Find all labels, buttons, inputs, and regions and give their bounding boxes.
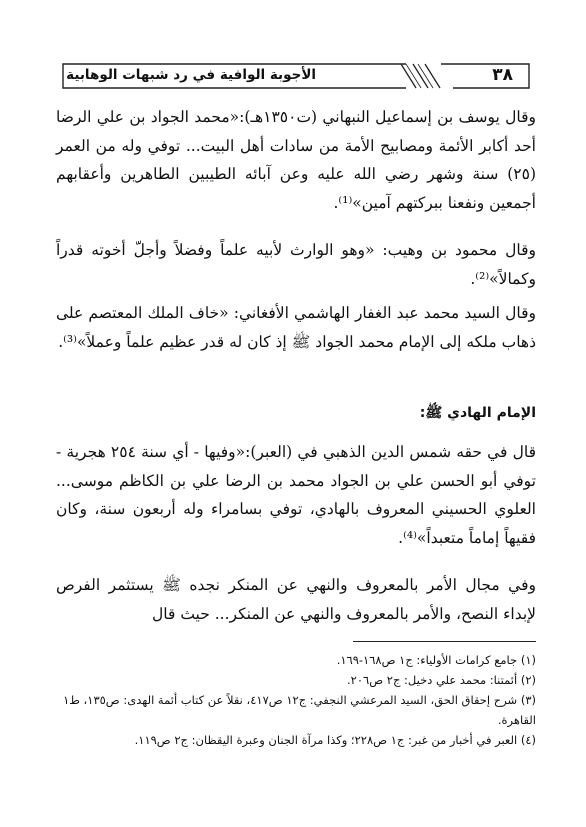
paragraph-text: وقال السيد محمد عبد الغفار الهاشمي الأفغاني: «خاف الملك المعتصم على ذهاب ملكه إلى الإمام محمد الجواد ﷺ إذ كان له قدر عظيم علماً وعملاً»⁽³⁾.: [56, 304, 536, 351]
page-number: ٣٨: [492, 65, 513, 85]
page-header: [61, 62, 531, 90]
footnote-1: (١) جامع كرامات الأولياء: ج١ ص١٦٨-١٦٩.: [336, 653, 536, 667]
paragraph-afghani: [56, 299, 536, 356]
paragraph-amr-bil-maruf: [56, 571, 536, 628]
footnote-2: (٢) أئمتنا: محمد علي دخيل: ج٢ ص٢٠٦.: [347, 673, 536, 687]
footnote-divider: [353, 641, 536, 642]
paragraph-dhahabi: [56, 438, 536, 552]
footnote-3: (٣) شرح إحقاق الحق، السيد المرعشي النجفي: ج١٢ ص٤١٧، نقلاً عن كتاب أئمة الهدى: ص١٣٥، ط١ القاهرة.: [63, 693, 536, 727]
paragraph-text: وقال محمود بن وهيب: «وهو الوارث لأبيه علماً وفضلاً وأجلّ أخوته قدراً وكمالاً»⁽²⁾.: [56, 241, 536, 288]
paragraph-text: قال في حقه شمس الدين الذهبي في (العبر):«وفيها - أي سنة ٢٥٤ هجرية - توفي أبو الحسن علي بن الجواد محمد بن الرضا علي بن الكاظم موسى... العلوي الحسيني المعروف بالهادي، توفي بسامراء وله أربعون سنة، وكان فقيهاً إماماً متعبداً»⁽⁴⁾.: [56, 443, 536, 547]
paragraph-text: وفي مجال الأمر بالمعروف والنهي عن المنكر نجده ﷺ يستثمر الفرص لإبداء النصح، والأمر بالمعروف والنهي عن المنكر... حيث قال: [56, 576, 536, 623]
footnotes: [56, 650, 536, 750]
footnote-4: (٤) العبر في أخبار من غبر: ج١ ص٢٢٨؛ وكذا مرآة الجنان وعبرة اليقظان: ج٢ ص١١٩.: [134, 733, 536, 747]
section-heading: الإمام الهادي ﷺ:: [419, 405, 536, 421]
running-title: الأجوبة الوافية في رد شبهات الوهابية: [66, 67, 316, 83]
paragraph-text: وقال يوسف بن إسماعيل النبهاني (ت١٣٥٠هـ):«محمد الجواد بن علي الرضا أحد أكابر الأئمة ومصابيح الأمة من سادات أهل البيت... توفي وله من العمر (٢٥) سنة وشهر رضي الله عليه وعن آبائه الطيبين الطاهرين وأعقابهم أجمعين ونفعنا ببركتهم آمين»⁽¹⁾.: [56, 108, 536, 212]
paragraph-nabhani: [56, 103, 536, 217]
paragraph-wuhayb: [56, 236, 536, 293]
